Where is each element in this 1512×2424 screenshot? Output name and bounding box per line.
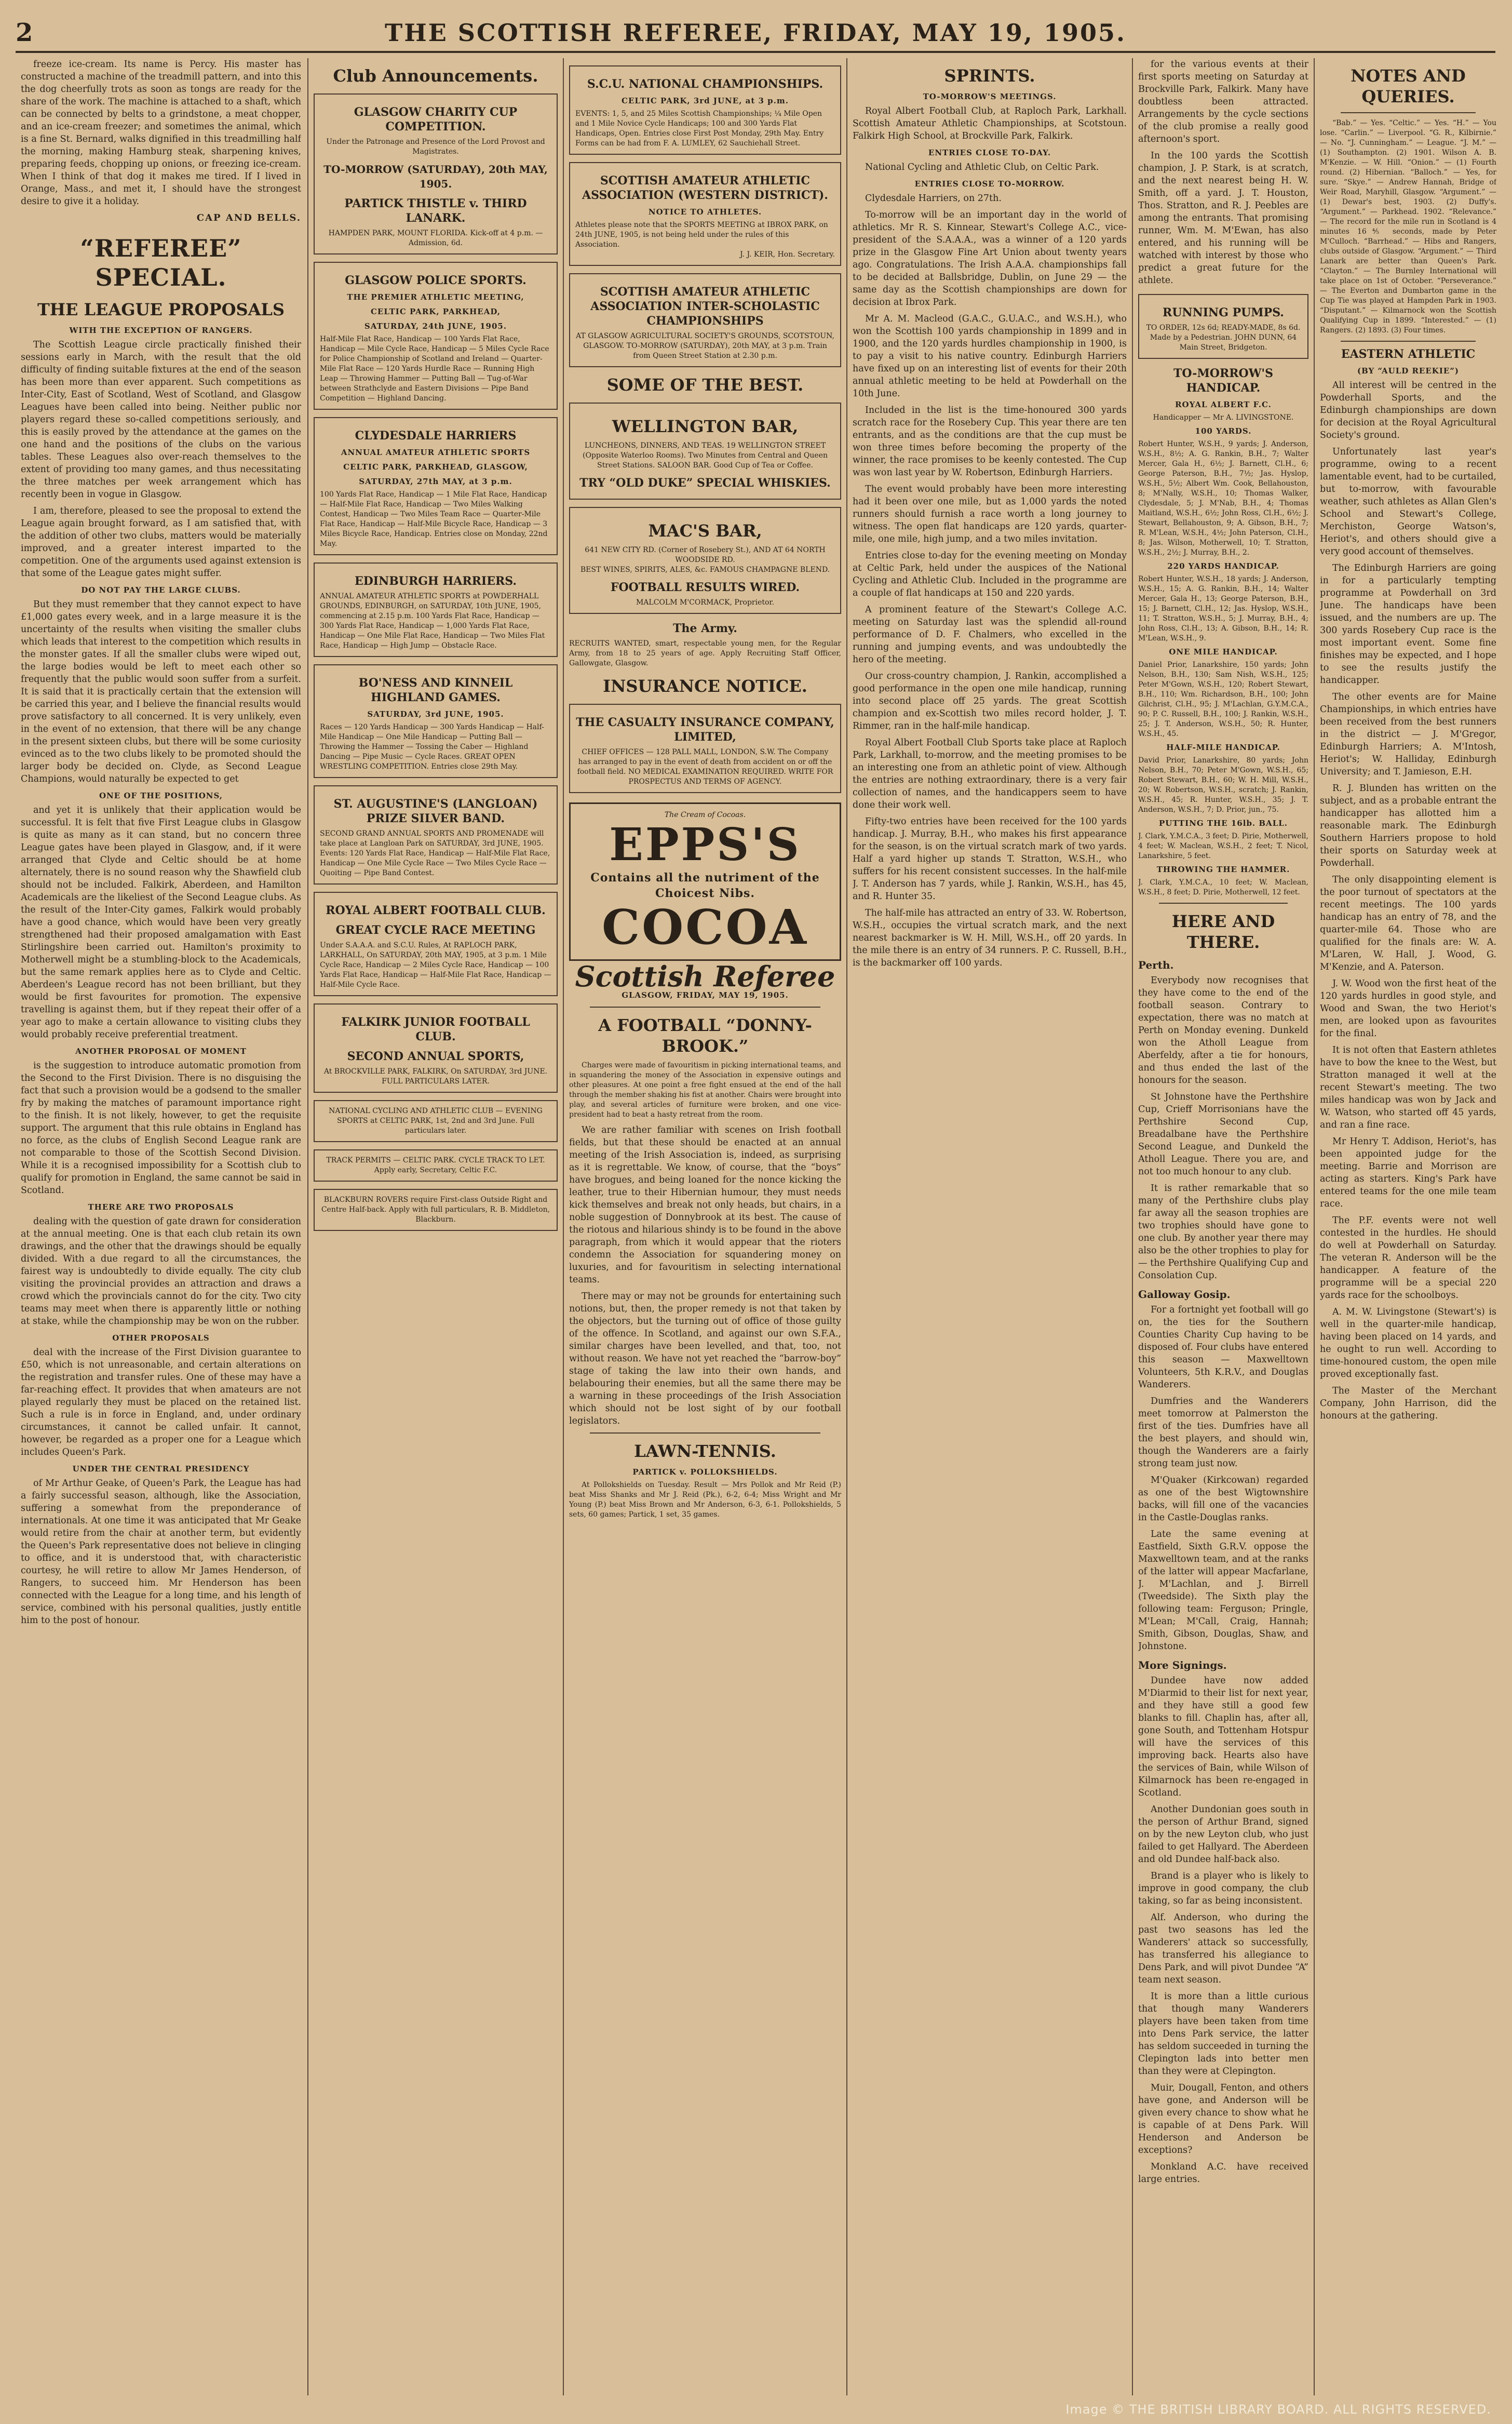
tennis-heading: LAWN-TENNIS. bbox=[634, 1441, 776, 1461]
ad-subtitle: GREAT CYCLE RACE MEETING bbox=[335, 923, 536, 937]
sprints-subheading: ENTRIES CLOSE TO-DAY. bbox=[928, 148, 1051, 157]
ad-venue: CELTIC PARK, 3rd JUNE, at 3 p.m. bbox=[622, 96, 789, 105]
sprints-continued: In the 100 yards the Scottish champion, J. P. Stark, is at scratch, and the next nearest being H. W. Smith, off a yard. J. T. Houston, Thos. Stratton, and R. J. Peebles are among the entrants. That promising runner, Wm. M. M'Ewan, has also entered, and his running will be watched with interest by those who predict a great future for the athlete. bbox=[1138, 151, 1308, 286]
ad-proprietor: MALCOLM M'CORMACK, Proprietor. bbox=[636, 598, 775, 607]
signings-paragraph: Dundee have now added M'Diarmid to their list for next year, and they have still a good few blanks to fill. Chaplin has, after all, gone South, and Tottenham Hotspur will have the services of this improving back. Hearts also have the services of Bain, while Wilson of Kilmarnock has been re-engaged in Scotland. bbox=[1138, 1676, 1308, 1798]
event-heading: 220 YARDS HANDICAP. bbox=[1167, 561, 1279, 571]
league-paragraph: The Scottish League circle practically finished their sessions early in March, with the result that the old difficulty of finding suitable fixtures at the end of the season has been more than ever apparent. Such competitions as Inter-City, East of Scotland, West of Scotland, and Glasgow Leagues have been called into being. Neither public nor players regard these so-called competitions seriously, and this is easily proved by the attendance at the games on the one hand and the positions of the clubs on the various tables. These Leagues also over-reach themselves to the extent of providing too many games, and thus necessitating the three matches per week arrangement which has recently been in vogue in Glasgow. bbox=[21, 340, 301, 500]
divider bbox=[590, 1007, 820, 1008]
ad-subtitle: THE PREMIER ATHLETIC MEETING, bbox=[347, 292, 524, 302]
event-entries: Robert Hunter, W.S.H., 9 yards; J. Anderson, W.S.H., 8½; A. G. Rankin, B.H., 7; Walter Mercer, Gala H., 6½; J. Barnett, Cl.H., 6; George Paterson, B.H., 7½; Jas. Hyslop, W.S.H., 5½; Albert Wm. Cook, Bellahouston, 8; M'Nally, W.S.H., 10; Thomas Walker, Clydesdale, 5; J. M'Nab, B.H., 4; Thomas Maitland, W.S.H., 6½; John Ross, Cl.H., 6½; J. Stewart, Bellahouston, 9; A. Gibson, B.H., 7; R. M'Lean, W.S.H., 4½; John Paterson, Cl.H., 8; Jas. Wilson, Motherwell, 10; T. Stratton, W.S.H., 2½; J. Murray, B.H., 2. bbox=[1138, 440, 1308, 557]
sprints-paragraph: The event would probably have been more interesting had it been over one mile, but as 1,000 yards the noted runners should furnish a race worth a long journey to witness. The open flat handicaps are 120 yards, quarter-mile, one mile, high jump, and a two miles invitation. bbox=[853, 484, 1127, 544]
ad-text: 641 NEW CITY RD. (Corner of Rosebery St.), AND AT 64 NORTH WOODSIDE RD. bbox=[585, 546, 826, 564]
event-heading: THROWING THE HAMMER. bbox=[1156, 865, 1290, 874]
page-number: 2 bbox=[16, 18, 33, 47]
ad-text: CHIEF OFFICES — 128 PALL MALL, LONDON, S.W. The Company has arranged to pay in the event of death from accident on or off the football field. NO MEDICAL EXAMINATION REQUIRED. WRITE FOR PROSPECTUS AND TERMS OF AGENCY. bbox=[577, 748, 833, 786]
ad-title: FALKIRK JUNIOR FOOTBALL CLUB. bbox=[341, 1015, 530, 1043]
ad-track-permits bbox=[314, 1149, 558, 1182]
sprints-paragraph: Our cross-country champion, J. Rankin, accomplished a good performance in the open one mile handicap, running into second place off 25 yards. The great Scottish champion and ex-Scottish two miles record holder, J. T. Rimmer, ran in the half-mile handicap. bbox=[853, 671, 1127, 731]
league-paragraph: of Mr Arthur Geake, of Queen's Park, the League has had a fairly successful season, although, like the Association, suffering a somewhat from the preponderance of internationals. At one time it was anticipated that Mr Geake would retire from the chair at another term, but evidently the Queen's Park representative does not believe in clinging to office, and it is understood that, with characteristic courtesy, he will retire to allow Mr James Henderson, of Rangers, to succeed him. Mr Henderson has been connected with the League for a long time, and his length of service, combined with his personal qualities, justly entitle him to the post of honour. bbox=[21, 1478, 301, 1626]
eastern-paragraph: All interest will be centred in the Powderhall Sports, and the Edinburgh championships are down for decision at the Royal Agricultural Society's ground. bbox=[1320, 380, 1496, 440]
galloway-paragraph: For a fortnight yet football will go on, the ties for the Southern Counties Charity Cup having to be disposed of. Four clubs have entered this season — Maxwelltown Volunteers, 5th K.R.V., and Douglas Wanderers. bbox=[1138, 1305, 1308, 1390]
ad-boness-games bbox=[314, 664, 558, 778]
column-4 bbox=[853, 58, 1127, 2395]
sprints-paragraph: Royal Albert Football Club, at Raploch Park, Larkhall. Scottish Amateur Athletic Championships, at Scotstoun. Falkirk High School, at Brockville Park, Falkirk. bbox=[853, 106, 1127, 141]
sprints-heading: SPRINTS. bbox=[944, 66, 1035, 86]
league-subheading: ONE OF THE POSITIONS, bbox=[99, 791, 223, 800]
ad-glasgow-charity bbox=[314, 93, 558, 255]
ad-police-sports bbox=[314, 262, 558, 410]
ad-text: NATIONAL CYCLING AND ATHLETIC CLUB — EVENING SPORTS at CELTIC PARK, 1st, 2nd and 3rd June. Full particulars later. bbox=[329, 1107, 543, 1135]
sprints-paragraph: Fifty-two entries have been received for the 100 yards handicap. J. Murray, B.H., who makes his first appearance for the season, is on the virtual scratch mark of two yards. Half a yard higher up stands T. Stratton, W.S.H., who suffers for his recent consistent successes. In the half-mile J. T. Anderson has 7 yards, while J. Rankin, W.S.H., has 45, and R. Hunter 35. bbox=[853, 816, 1127, 902]
newspaper-logo: Scottish Referee bbox=[575, 960, 835, 993]
column-rule bbox=[563, 58, 564, 2395]
eastern-paragraph: Unfortunately last year's programme, owing to a recent lamentable event, had to be curtailed, but to-morrow, with favourable weather, such athletes as Allan Glen's School and Stewart's College, Merchiston, George Watson's, Heriot's, and others should give a very good account of themselves. bbox=[1320, 447, 1496, 557]
ad-text: ANNUAL AMATEUR ATHLETIC SPORTS at POWDERHALL GROUNDS, EDINBURGH, on SATURDAY, 10th JUNE, 1905, commencing at 2.15 p.m. 100 Yards Flat Race, Handicap — 300 Yards Flat Race, Handicap — 1,000 Yards Flat Race, Handicap — One Mile Flat Race, Handicap — Two Miles Flat Race, Handicap — High Jump — Obstacle Race. bbox=[320, 592, 545, 650]
league-subheading: ANOTHER PROPOSAL OF MOMENT bbox=[75, 1047, 247, 1056]
ad-title: SCOTTISH AMATEUR ATHLETIC ASSOCIATION (WESTERN DISTRICT). bbox=[582, 174, 828, 202]
perth-paragraph: Everybody now recognises that they have come to the end of the football season. Contrary to expectation, there was no match at Perth on Monday evening. Dunkeld won the Atholl League from Aberfeldy, after a tie for honours, and thus ended the last of the honours for the season. bbox=[1138, 975, 1308, 1086]
ad-text: TO ORDER, 12s 6d; READY-MADE, 8s 6d. Made by a Pedestrian. JOHN DUNN, 64 Main Street, Bridgeton. bbox=[1146, 324, 1301, 352]
eastern-paragraph: It is not often that Eastern athletes have to bow the knee to the West, but Stratton managed it well at the recent Stewart's meeting. The two miles handicap was won by Jack and W. Watson, who started off 45 yards, and ran a fine race. bbox=[1320, 1045, 1496, 1130]
edition-date: GLASGOW, FRIDAY, MAY 19, 1905. bbox=[622, 990, 789, 1000]
ad-title: THE CASUALTY INSURANCE COMPANY, LIMITED, bbox=[576, 716, 834, 744]
ad-results: FOOTBALL RESULTS WIRED. bbox=[610, 581, 800, 594]
ad-title: WELLINGTON BAR, bbox=[612, 417, 799, 436]
ad-text: Under the Patronage and Presence of the Lord Provost and Magistrates. bbox=[326, 138, 545, 156]
ad-text: BEST WINES, SPIRITS, ALES, &c. FAMOUS CHAMPAGNE BLEND. bbox=[580, 566, 830, 574]
column-5 bbox=[1138, 58, 1308, 2395]
event-heading: ONE MILE HANDICAP. bbox=[1169, 647, 1278, 657]
ad-saaa-scholastic bbox=[569, 273, 841, 367]
sprints-continued: for the various events at their first sports meeting on Saturday at Brockville Park, Falkirk. Many have doubtless been attracted. Arrangements by the cycle sections of the club promise a really good afternoon's sport. bbox=[1138, 59, 1308, 144]
sprints-subheading: ENTRIES CLOSE TO-MORROW. bbox=[914, 179, 1065, 189]
ad-epps-cocoa bbox=[569, 802, 841, 961]
column-rule bbox=[1314, 58, 1315, 2395]
ad-text: 100 Yards Flat Race, Handicap — 1 Mile Flat Race, Handicap — Half-Mile Flat Race, Handicap — Two Miles Walking Contest, Handicap — Two Miles Team Race — Quarter-Mile Flat Race, Handicap — Half-Mile Bicycle Race, Handicap — 3 Miles Bicycle Race, Handicap. Entries close on Monday, 22nd May. bbox=[320, 490, 548, 548]
ad-text: BLACKBURN ROVERS require First-class Outside Right and Centre Half-back. Apply with full particulars, R. B. Middleton, Blackburn. bbox=[321, 1196, 550, 1224]
ad-title: ROYAL ALBERT FOOTBALL CLUB. bbox=[326, 904, 546, 917]
ad-saaa-notice bbox=[569, 162, 841, 266]
ad-title: RUNNING PUMPS. bbox=[1163, 306, 1284, 319]
ad-title: CLYDESDALE HARRIERS bbox=[355, 429, 517, 443]
ad-royal-albert bbox=[314, 892, 558, 996]
ad-wellington-bar bbox=[569, 403, 841, 500]
sprints-paragraph: The half-mile has attracted an entry of 33. W. Robertson, W.S.H., occupies the virtual scratch mark, and the next nearest backmarker is W. H. Mill, W.S.H., off 20 yards. In the mile there is an entry of 34 runners. P. C. Russell, B.H., is the backmarker off 100 yards. bbox=[853, 908, 1127, 968]
column-3 bbox=[569, 58, 841, 2395]
army-text: RECRUITS WANTED, smart, respectable young men, for the Regular Army, from 18 to 25 years of age. Apply Recruiting Staff Officer, Gallowgate, Glasgow. bbox=[569, 639, 841, 667]
eastern-paragraph: R. J. Blunden has written on the subject, and as a probable entrant the handicapper has allotted him a reasonable mark. The Edinburgh Southern Harriers propose to hold their sports on Saturday week at Powderhall. bbox=[1320, 783, 1496, 868]
donnybrook-heading: A FOOTBALL “DONNY-BROOK.” bbox=[598, 1015, 812, 1056]
sprints-paragraph: Entries close to-day for the evening meeting on Monday at Celtic Park, held under the auspices of the National Cycling and Athletic Club. Included in the programme are a couple of flat handicaps at 150 and 220 yards. bbox=[853, 551, 1127, 598]
notes-queries-text: “Bab.” — Yes. “Celtic.” — Yes. “H.” — You lose. “Carlin.” — Liverpool. “G. R., Kilbirnie.” — No. “J. Cunningham.” — League. “J. M.” — (1) Southampton. (2) 1901. Wilson A. B. M'Kenzie. — W. Hill. “Onion.” — (1) Fourth round. (2) Hibernian. “Balloch.” — Yes, for sure. “Skye.” — Andrew Hannah, Bridge of Weir Road, Maryhill, Glasgow. “Argument.” — (1) Dewar's best, 1903. (2) Duffy's. “Argument.” — Parkhead. 1902. “Relevance.” — The record for the mile run in Scotland is 4 minutes 16⅘ seconds, made by Peter M'Culloch. “Barrhead.” — Hibs and Rangers, clubs outside of Glasgow. “Argument.” — Third Lanark are better than Queen's Park. “Clayton.” — The Burnley International will take place on 1st of October. “Perseverance.” — The Everton and Dumbarton game in the Cup Tie was played at Hampden Park in 1903. “Disputant.” — Kilmarnock won the Scottish Qualifying Cup in 1899. “Interested.” — (1) Rangers. (2) 1893. (3) Four times. bbox=[1320, 119, 1496, 334]
column-rule bbox=[307, 58, 308, 2395]
perth-heading: Perth. bbox=[1138, 959, 1174, 971]
ad-brand: EPPS'S bbox=[609, 819, 801, 871]
column-1 bbox=[21, 58, 301, 2395]
league-paragraph: I am, therefore, pleased to see the proposal to extend the League again brought forward, as I am satisfied that, with the addition of other two clubs, matters would be materially improved, and a greater interest imparted to the competition. One of the arguments used against extension is that some of the League gates might suffer. bbox=[21, 506, 301, 579]
eastern-paragraph: Mr Henry T. Addison, Heriot's, has been appointed judge for the meeting. Barrie and Morrison are acting as starters. King's Park have entered teams for the one mile team race. bbox=[1320, 1136, 1496, 1209]
league-subheading: UNDER THE CENTRAL PRESIDENCY bbox=[72, 1464, 250, 1474]
ad-text: TRACK PERMITS — CELTIC PARK. CYCLE TRACK TO LET. Apply early, Secretary, Celtic F.C. bbox=[326, 1156, 545, 1174]
ad-title: GLASGOW POLICE SPORTS. bbox=[345, 274, 526, 287]
ad-title: ST. AUGUSTINE'S (LANGLOAN) PRIZE SILVER BAND. bbox=[333, 797, 538, 825]
handicap-heading: TO-MORROW'S HANDICAP. bbox=[1173, 367, 1274, 395]
column-rule bbox=[1132, 58, 1133, 2395]
handicap-club: ROYAL ALBERT F.C. bbox=[1175, 400, 1272, 409]
sprints-paragraph: Royal Albert Football Club Sports take place at Raploch Park, Larkhall, to-morrow, and the meeting promises to be an interesting one from an athletic point of view. Although the entries are nothing extraordinary, there is a very fair collection of names, and the handicappers seem to have done their work well. bbox=[853, 738, 1127, 810]
league-subheading: WITH THE EXCEPTION OF RANGERS. bbox=[69, 326, 253, 335]
event-entries: Daniel Prior, Lanarkshire, 150 yards; John Nelson, B.H., 130; Sam Nish, W.S.H., 125; Peter M'Gown, W.S.H., 120; Robert Stewart, B.H., 110; Wm. Richardson, B.H., 100; John Gilchrist, Cl.H., 95; J. M'Lachlan, G.Y.M.C.A., 90; P. C. Russell, B.H., 100; J. Rankin, W.S.H., 25; J. T. Anderson, W.S.H., 50; R. Hunter, W.S.H., 45. bbox=[1138, 661, 1308, 738]
perth-paragraph: It is rather remarkable that so many of the Perthshire clubs play far away all the season trophies are two trophies should have gone to one club. By another year there may also be the other trophies to play for — the Perthshire Qualifying Cup and Consolation Cup. bbox=[1138, 1183, 1308, 1281]
army-heading: The Army. bbox=[673, 622, 737, 635]
ad-signature: J. J. KEIR, Hon. Secretary. bbox=[740, 250, 835, 259]
ad-falkirk-junior bbox=[314, 1003, 558, 1093]
ad-venue: CELTIC PARK, PARKHEAD, GLASGOW, bbox=[343, 462, 528, 472]
insurance-heading: INSURANCE NOTICE. bbox=[603, 676, 807, 696]
sprints-paragraph: National Cycling and Athletic Club, on Celtic Park. bbox=[865, 162, 1099, 172]
sprints-subheading: TO-MORROW'S MEETINGS. bbox=[923, 92, 1057, 101]
sprints-paragraph: Mr A. M. Macleod (G.A.C., G.U.A.C., and W.S.H.), who won the Scottish 100 yards championship in 1899 and in 1900, and the 120 yards hurdles championship in 1900, is to pay a visit to his native country. Edinburgh Harriers have fixed up on an interesting list of events for their 20th annual athletic meeting to be held at Powderhall on the 10th June. bbox=[853, 314, 1127, 399]
ad-title: MAC'S BAR, bbox=[648, 521, 762, 541]
tennis-subheading: PARTICK v. POLLOKSHIELDS. bbox=[632, 1467, 778, 1477]
ad-title: BO'NESS AND KINNEIL HIGHLAND GAMES. bbox=[358, 676, 513, 704]
eastern-paragraph: The other events are for Maine Championships, in which entries have been received from the best runners in the district — J. M'Gregor, Edinburgh Harriers; A. M'Intosh, Heriot's; W. Halliday, Edinburgh University; and T. Jamieson, E.H. bbox=[1320, 692, 1496, 777]
handicapper: Handicapper — Mr A. LIVINGSTONE. bbox=[1153, 413, 1294, 422]
event-entries: J. Clark, Y.M.C.A., 3 feet; D. Pirie, Motherwell, 4 feet; W. Maclean, W.S.H., 2 feet; T. Nicol, Lanarkshire, 5 feet. bbox=[1138, 832, 1308, 860]
league-heading: THE LEAGUE PROPOSALS bbox=[37, 300, 285, 319]
column-2 bbox=[314, 58, 558, 2395]
ad-national-cycling bbox=[314, 1100, 558, 1142]
ad-text: At BROCKVILLE PARK, FALKIRK, On SATURDAY, 3rd JUNE. FULL PARTICULARS LATER. bbox=[323, 1067, 548, 1086]
signings-paragraph: Alf. Anderson, who during the past two seasons has led the Wanderers' attack so successfully, has transferred his allegiance to Dens Park, and will pivot Dundee “A” team next season. bbox=[1138, 1912, 1308, 1985]
divider bbox=[1159, 903, 1288, 904]
ad-subtitle: SECOND ANNUAL SPORTS, bbox=[347, 1050, 524, 1063]
newspaper-title: THE SCOTTISH REFEREE, FRIDAY, MAY 19, 1905. bbox=[385, 19, 1126, 47]
ad-edinburgh-harriers bbox=[314, 563, 558, 657]
eastern-paragraph: The Master of the Merchant Company, John Harrison, did the honours at the gathering. bbox=[1320, 1386, 1496, 1421]
best-heading: SOME OF THE BEST. bbox=[606, 375, 804, 395]
ad-subtitle: NOTICE TO ATHLETES. bbox=[648, 207, 762, 217]
ad-title: S.C.U. NATIONAL CHAMPIONSHIPS. bbox=[587, 77, 824, 91]
galloway-paragraph: Late the same evening at Eastfield, Sixth G.R.V. oppose the Maxwelltown team, and at the ranks of the latter will appear Macfarlane, J. M'Lachlan, and J. Birrell (Tweedside). The Sixth play the following team: Ferguson; Pringle, M'Lean; M'Call, Craig, Hannah; Smith, Gibson, Douglas, Shaw, and Johnstone. bbox=[1138, 1529, 1308, 1652]
ad-scu-championships bbox=[569, 65, 841, 155]
ad-casualty-insurance bbox=[569, 704, 841, 793]
special-heading: “REFEREE” SPECIAL. bbox=[80, 234, 242, 291]
ad-text: Half-Mile Flat Race, Handicap — 100 Yards Flat Race, Handicap — Mile Cycle Race, Handicap — 5 Miles Cycle Race for Police Championship of Scotland and Ireland — Quarter-Mile Flat Race — 120 Yards Hurdle Race — Running High Leap — Throwing Hammer — Putting Ball — Tug-of-War between Strathclyde and Eastern Divisions — Pipe Band Competition — Highland Dancing. bbox=[320, 335, 549, 403]
ad-blackburn-rovers bbox=[314, 1189, 558, 1231]
sprints-paragraph: To-morrow will be an important day in the world of athletics. Mr R. S. Kinnear, Stewart's College A.C., vice-president of the S.A.A.A., was a winner of a 120 yards prize in the Glasgow Fine Art Union about twenty years ago. Congratulations. The Irish A.A.A. championships fall to be decided at Ballsbridge, Dublin, on June 29 — the same day as the Scottish championships are down for decision at Ibrox Park. bbox=[853, 210, 1127, 307]
sprints-paragraph: Clydesdale Harriers, on 27th. bbox=[865, 193, 1002, 204]
ad-text: Under S.A.A.A. and S.C.U. Rules, At RAPLOCH PARK, LARKHALL, On SATURDAY, 20th MAY, 1905, at 3 p.m. 1 Mile Cycle Race, Handicap — 2 Miles Cycle Race, Handicap — 100 Yards Flat Race, Handicap — Half-Mile Flat Race, Handicap — Half-Mile Cycle Race. bbox=[320, 941, 551, 989]
divider bbox=[1341, 112, 1476, 113]
galloway-heading: Galloway Gosip. bbox=[1138, 1288, 1231, 1301]
ad-title: GLASGOW CHARITY CUP COMPETITION. bbox=[354, 105, 518, 133]
donnybrook-paragraph: We are rather familiar with scenes on Irish football fields, but that these should be enacted at an annual meeting of the Irish Association is, indeed, as surprising as it is regrettable. We know, of course, that the “boys” have brogues, and being loaned for the nonce kicking the leather, true to their Hibernian humour, they must needs kick themselves and break not only heads, but chairs, in a noble suggestion of Donnybrook at its best. The cause of the riotous and hilarious shindy is to be found in the above paragraph, from which it would appear that the rioters condemn the Association for squandering money on luxuries, and for favouritism in selecting international teams. bbox=[569, 1125, 841, 1285]
galloway-paragraph: M'Quaker (Kirkcowan) regarded as one of the best Wigtownshire backs, will fill one of the vacancies in the Castle-Douglas ranks. bbox=[1138, 1475, 1308, 1523]
event-entries: David Prior, Lanarkshire, 80 yards; John Nelson, B.H., 70; Peter M'Gown, W.S.H., 65; Robert Stewart, B.H., 60; W. H. Mill, W.S.H., 20; W. Robertson, W.S.H., scratch; J. Rankin, W.S.H., 45; R. Hunter, W.S.H., 35; J. T. Anderson, W.S.H., 7; D. Prior, jun., 75. bbox=[1138, 756, 1308, 814]
ad-whisky: TRY “OLD DUKE” SPECIAL WHISKIES. bbox=[579, 476, 831, 490]
ad-macs-bar bbox=[569, 507, 841, 614]
galloway-paragraph: Dumfries and the Wanderers meet tomorrow at Palmerston the first of the ties. Dumfries have all the best players, and should win, though the Wanderers are a fairly strong team just now. bbox=[1138, 1396, 1308, 1469]
ad-st-augustines bbox=[314, 785, 558, 885]
ad-match: PARTICK THISTLE v. THIRD LANARK. bbox=[344, 197, 527, 225]
signings-paragraph: Muir, Dougall, Fenton, and others have gone, and Anderson will be given every chance to show what he is capable of at Dens Park. Will Henderson and Anderson be exceptions? bbox=[1138, 2083, 1308, 2155]
ad-tagline: The Cream of Cocoas. bbox=[664, 811, 746, 819]
donnybrook-quote: Charges were made of favouritism in picking international teams, and in squandering the money of the Association in expensive outings and other pleasures. At one point a free fight ensued at the end of the hall through the member shaking his fist at another. Chairs were brought into play, and several articles of furniture were broken, and one vice-president had to beat a hasty retreat from the room. bbox=[569, 1061, 841, 1119]
donnybrook-paragraph: There may or may not be grounds for entertaining such notions, but, then, the proper remedy is not that taken by the objectors, but the turning out of office of those guilty of the offence. In Scotland, and against our own S.F.A., similar charges have been levelled, and that, too, not without reason. We have not yet reached the “barrow-boy” stage of taking the law into their own hands, and belabouring their enemies, but all the same there may be a warning in these proceedings of the Irish Association which should not be lost sight of by our football legislators. bbox=[569, 1291, 841, 1426]
league-paragraph: and yet it is unlikely that their application would be successful. It is felt that five First League clubs in Glasgow is quite as many as it can stand, but no concern three League gates have been played in Glasgow, and, if it were arranged that Clyde and Celtic should be at home alternately, there is no sound reason why the Shawfield club should not be included. Falkirk, Aberdeen, and Hamilton Academicals are the likeliest of the Second League clubs. As the result of the Inter-City games, Falkirk would probably have a good chance, which would have been very greatly strengthened had their proposed amalgamation with East Stirlingshire been carried out. Hamilton's proximity to Motherwell might be a stumbling-block to the Academicals, but the same remark applies here as to Clyde and Celtic. Aberdeen's League record has not been brilliant, but they would be first favourites for promotion. The expensive travelling is against them, but if they repeat their offer of a year ago to make a certain allowance to visiting clubs they would probably receive preferential treatment. bbox=[21, 805, 301, 1040]
eastern-athletic-heading: EASTERN ATHLETIC bbox=[1341, 347, 1476, 361]
ad-clydesdale bbox=[314, 417, 558, 555]
eastern-paragraph: The Edinburgh Harriers are going in for a particularly tempting programme at Powderhall on 3rd June. The handicaps have been issued, and the numbers are up. The 300 yards Rosebery Cup race is the most important event. Some fine finishes may be expected, and I hope to see the results justify the handicapper. bbox=[1320, 563, 1496, 686]
ad-text: EVENTS: 1, 5, and 25 Miles Scottish Championships; ¼ Mile Open and 1 Mile Novice Cycle Handicaps; 100 and 300 Yards Flat Handicaps, Open. Entries close First Post Monday, 29th May. Entry Forms can be had from F. A. LUMLEY, 62 Sauchiehall Street. bbox=[575, 110, 824, 148]
signings-paragraph: Brand is a player who is likely to improve in good company, the club taking, so far as being inconsistent. bbox=[1138, 1871, 1308, 1906]
column-rule bbox=[846, 58, 847, 2395]
eastern-paragraph: The P.F. events were not well contested in the hurdles. He should do well at Powderhall on Saturday. The veteran R. Anderson will be the handicapper. A feature of the programme will be a special 220 yards race for the schoolboys. bbox=[1320, 1215, 1496, 1301]
ad-title: EDINBURGH HARRIERS. bbox=[354, 574, 517, 588]
masthead bbox=[16, 15, 1495, 53]
ad-text: LUNCHEONS, DINNERS, AND TEAS. 19 WELLINGTON STREET (Opposite Waterloo Rooms). Two Minutes from Central and Queen Street Stations. SALOON BAR. Good Cup of Tea or Coffee. bbox=[582, 441, 828, 470]
signature: CAP AND BELLS. bbox=[196, 212, 301, 223]
sprints-paragraph: Included in the list is the time-honoured 300 yards scratch race for the Rosebery Cup. This year there are ten entrants, and as the conditions are that the cup must be won three times before becoming the property of the winner, the race promises to be keenly contested. The Cup was won last year by W. Robertson, Edinburgh Harriers. bbox=[853, 405, 1127, 478]
league-paragraph: is the suggestion to introduce automatic promotion from the Second to the First Division. There is no disguising the fact that such a provision would be a godsend to the smaller fry by making the matches of paramount importance right to the finish. It is not likely, however, to get the requisite support. The argument that this rule obtains in England has no force, as the clubs of English Second League rank are not comparable to those of the Scottish Second Division. While it is a recognised impossibility for a Scottish club to qualify for promotion in England, the same cannot be said in Scotland. bbox=[21, 1061, 301, 1196]
perth-paragraph: St Johnstone have the Perthshire Cup, Crieff Morrisonians have the Perthshire Second Cup, Breadalbane have the Perthshire Second League, and Dunkeld the Atholl League. There you are, and not too much honour to any club. bbox=[1138, 1092, 1308, 1177]
divider bbox=[590, 1432, 820, 1434]
column-6 bbox=[1320, 58, 1496, 2395]
image-credit: Image © THE BRITISH LIBRARY BOARD. ALL RIGHTS RESERVED. bbox=[1065, 2402, 1491, 2417]
ad-date: SATURDAY, 27th MAY, at 3 p.m. bbox=[359, 477, 512, 486]
signings-heading: More Signings. bbox=[1138, 1659, 1227, 1671]
ad-subtitle: ANNUAL AMATEUR ATHLETIC SPORTS bbox=[341, 448, 531, 457]
event-entries: Robert Hunter, W.S.H., 18 yards; J. Anderson, W.S.H., 15; A. G. Rankin, B.H., 14; Walter Mercer, Gala H., 13; George Paterson, B.H., 15; J. Barnett, Cl.H., 12; Jas. Hyslop, W.S.H., 11; T. Stratton, W.S.H., 5; J. Murray, B.H., 4; John Ross, Cl.H., 13; A. Gibson, B.H., 14; R. M'Lean, W.S.H., 9. bbox=[1138, 575, 1308, 642]
league-subheading: THERE ARE TWO PROPOSALS bbox=[88, 1202, 234, 1212]
eastern-paragraph: J. W. Wood won the first heat of the 120 yards hurdles in good style, and Wood and Swan, the two Heriot's men, are looked upon as favourites for the final. bbox=[1320, 979, 1496, 1039]
sprints-paragraph: A prominent feature of the Stewart's College A.C. meeting on Saturday last was the splendid all-round performance of D. F. Chalmers, who excelled in the running and jumping events, and was undoubtedly the hero of the meeting. bbox=[853, 605, 1127, 665]
league-subheading: OTHER PROPOSALS bbox=[112, 1333, 210, 1343]
league-paragraph: But they must remember that they cannot expect to have £1,000 gates every week, and in a large measure it is the uncertainty of the results when visiting the smaller clubs which leads that interest to the competition which results in the monster gates. If all the smaller clubs were wiped out, the large bodies would be left to meet each other so frequently that the public would soon suffer from a surfeit. It is said that it is practically certain that the extension will be carried this year, and I believe the financial results would prove satisfactory to all concerned. It is very unlikely, even in the event of no extension, that there will be any change in the present sixteen clubs, but there will be some curiosity evinced as to the two clubs likely to be promoted should the larger body be decided on. Clyde, as Second League Champions, would naturally be expected to get bbox=[21, 599, 301, 784]
ad-date: TO-MORROW (SATURDAY), 20th MAY, 1905. bbox=[323, 163, 548, 190]
ad-product: COCOA bbox=[601, 899, 809, 955]
ad-text: Athletes please note that the SPORTS MEETING at IBROX PARK, on 24th JUNE, 1905, is not being held under the rules of this Association. bbox=[575, 221, 828, 249]
eastern-paragraph: A. M. W. Livingstone (Stewart's) is well in the quarter-mile handicap, having been placed on 14 yards, and he ought to run well. According to time-honoured custom, the open mile proved exceptionally fast. bbox=[1320, 1307, 1496, 1380]
eastern-athletic-byline: (BY “AULD REEKIE”) bbox=[1357, 366, 1460, 376]
ad-text: SECOND GRAND ANNUAL SPORTS AND PROMENADE will take place at Langloan Park on SATURDAY, 3rd JUNE, 1905. Events: 120 Yards Flat Race, Handicap — Half-Mile Flat Race, Handicap — One Mile Cycle Race — Two Miles Cycle Race — Quoiting — Pipe Band Contest. bbox=[320, 829, 550, 877]
eastern-paragraph: The only disappointing element is the poor turnout of spectators at the recent meetings. The 100 yards handicap has an entry of 78, and the quarter-mile 64. Those who are qualified for the finals are: W. A. M'Laren, W. Hall, J. Wood, G. M'Kenzie, and A. Paterson. bbox=[1320, 875, 1496, 972]
intro-paragraph: freeze ice-cream. Its name is Percy. His master has constructed a machine of the treadmill pattern, and into this the dog cheerfully trots as soon as tongs are ready for the share of the work. The machine is attached to a shaft, which can be connected by belts to a grindstone, a meat chopper, and an ice-cream freezer; and sometimes the animal, which is a fine St. Bernard, walks dignified in this treadmilling half the morning, making Hamburg steak, sharpening knives, preparing feeds, chopping up onions, or freezing ice-cream. When I think of that dog it makes me tired. If I lived in Orange, Mass., and met it, I should have the strongest desire to give it a holiday. bbox=[21, 59, 301, 207]
ad-running-pumps bbox=[1138, 294, 1308, 359]
ad-date: SATURDAY, 24th JUNE, 1905. bbox=[364, 322, 507, 331]
ad-text: AT GLASGOW AGRICULTURAL SOCIETY'S GROUNDS, SCOTSTOUN, GLASGOW. TO-MORROW (SATURDAY), 20th MAY, at 3 p.m. Train from Queen Street Station at 2.30 p.m. bbox=[576, 332, 834, 360]
ad-venue: CELTIC PARK, PARKHEAD, bbox=[370, 307, 501, 316]
event-entries: J. Clark, Y.M.C.A., 10 feet; W. Maclean, W.S.H., 8 feet; D. Pirie, Motherwell, 12 feet. bbox=[1138, 878, 1308, 896]
league-paragraph: dealing with the question of gate drawn for consideration at the annual meeting. One is that each club retain its own drawings, and the other that the drawings should be equally divided. With a due regard to all the circumstances, the fairest way is undoubtedly to divide equally. The city club visiting the provincial provides an attraction and draws a crowd which the provincials cannot do for the city. Two city teams may meet when there is apparently little or nothing at stake, while the championship may be won on the rubber. bbox=[21, 1216, 301, 1327]
divider bbox=[1341, 341, 1476, 342]
signings-paragraph: It is more than a little curious that though many Wanderers players have been taken from time into Dens Park service, the latter has seldom succeeded in turning the Clepington lads into better men than they were at Clepington. bbox=[1138, 1991, 1308, 2077]
event-heading: 100 YARDS. bbox=[1195, 426, 1252, 436]
ad-text: Races — 120 Yards Handicap — 300 Yards Handicap — Half-Mile Handicap — One Mile Handicap — Putting Ball — Throwing the Hammer — Tossing the Caber — Highland Dancing — Pipe Music — Cycle Races. GREAT OPEN WRESTLING COMPETITION. Entries close 29th May. bbox=[320, 723, 544, 771]
signings-paragraph: Monkland A.C. have received large entries. bbox=[1138, 2162, 1308, 2185]
event-heading: HALF-MILE HANDICAP. bbox=[1166, 743, 1280, 752]
ad-venue: HAMPDEN PARK, MOUNT FLORIDA. Kick-off at 4 p.m. — Admission, 6d. bbox=[328, 229, 543, 247]
club-announcements-heading: Club Announcements. bbox=[333, 66, 538, 86]
event-heading: PUTTING THE 16lb. BALL. bbox=[1158, 819, 1288, 828]
ad-contains: Contains all the nutriment of the Choicest Nibs. bbox=[590, 871, 820, 900]
league-paragraph: deal with the increase of the First Division guarantee to £50, which is not unreasonable, and certain alterations on the registration and transfer rules. One of these may have a far-reaching effect. It provides that when amateurs are not played regularly they must be placed on the retained list. Such a rule is in force in England, and, under ordinary circumstances, it cannot be called unfair. It cannot, however, be regarded as a proper one for a League which includes Queen's Park. bbox=[21, 1347, 301, 1457]
here-and-there-heading: HERE AND THERE. bbox=[1171, 912, 1275, 952]
tennis-text: At Pollokshields on Tuesday. Result — Mrs Pollok and Mr Reid (P.) beat Miss Shanks and Mr J. Reid (Pk.), 6-2, 6-4; Miss Wright and Mr Young (P.) beat Miss Brown and Mr Anderson, 6-3, 6-1. Pollokshields, 5 sets, 60 games; Partick, 1 set, 35 games. bbox=[569, 1481, 841, 1519]
ad-title: SCOTTISH AMATEUR ATHLETIC ASSOCIATION INTER-SCHOLASTIC CHAMPIONSHIPS bbox=[590, 285, 820, 328]
signings-paragraph: Another Dundonian goes south in the person of Arthur Brand, signed on by the new Leyton club, who just failed to get Hallyard. The Aberdeen and old Dundee half-back also. bbox=[1138, 1804, 1308, 1865]
notes-queries-heading: NOTES AND QUERIES. bbox=[1351, 66, 1466, 106]
league-subheading: DO NOT PAY THE LARGE CLUBS. bbox=[81, 585, 241, 595]
ad-date: SATURDAY, 3rd JUNE, 1905. bbox=[367, 709, 504, 719]
